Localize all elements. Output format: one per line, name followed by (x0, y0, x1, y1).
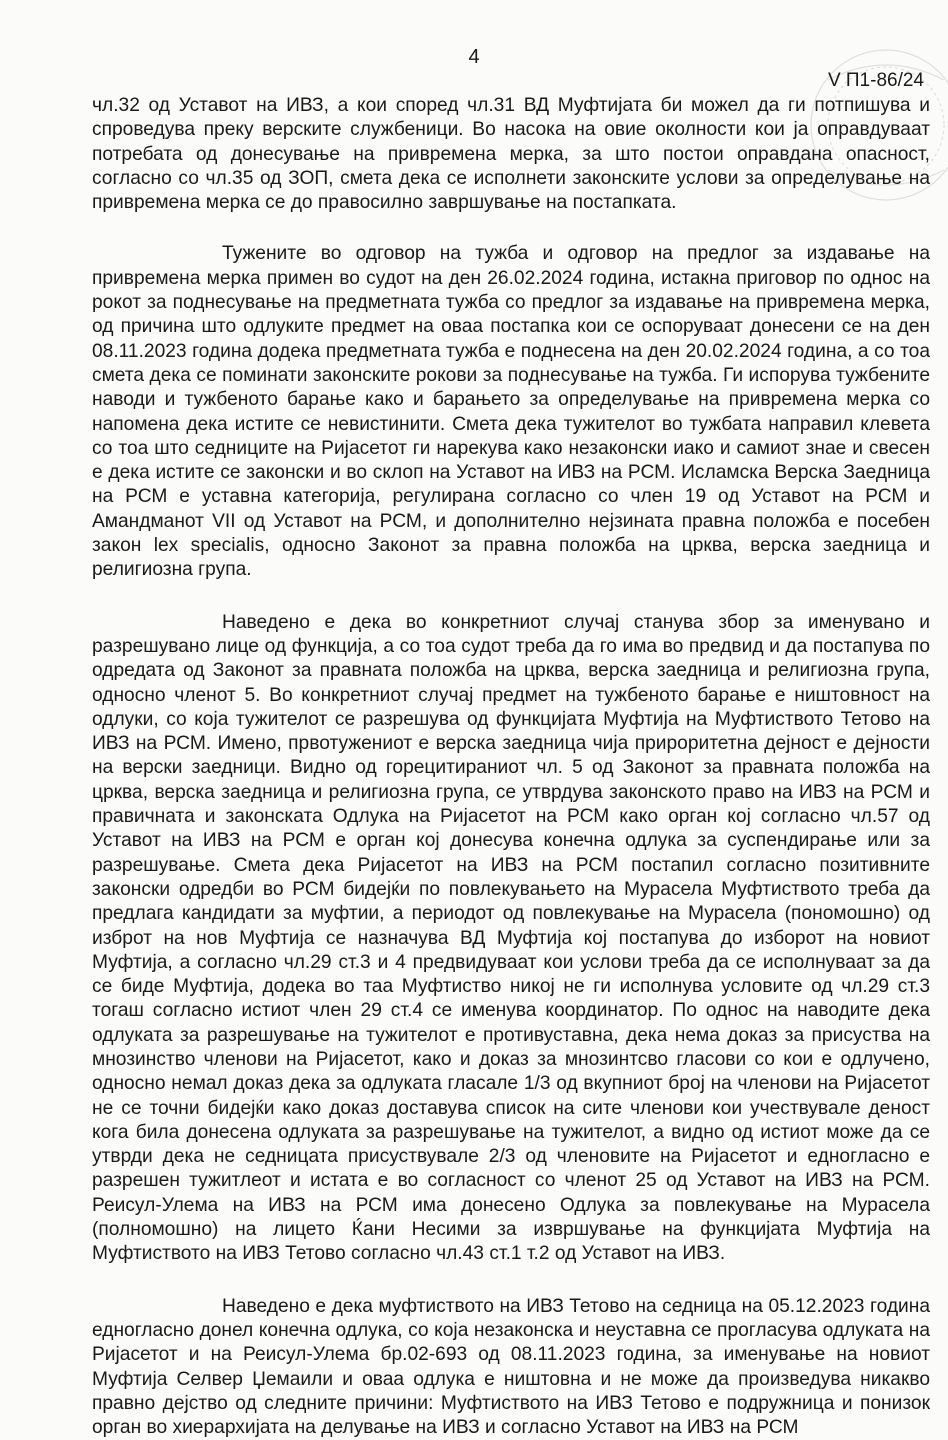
case-number: V П1-86/24 (827, 70, 924, 91)
paragraph-1: чл.32 од Уставот на ИВЗ, а кои според чл.31 ВД Муфтијата би можел да ги потпишува и спроведува преку верските службеници. Во насока на овие околности кои ја оправдуваат потребата од донесување на привремена мерка, за што постои оправдана опасност, согласно со чл.35 од ЗОП, смета дека се исполнети законските услови за определување на привремена мерка се до правосилно завршување на постапката. (92, 95, 930, 214)
paragraph-4: Наведено е дека муфтиството на ИВЗ Тетово на седница на 05.12.2023 година едногласно донел конечна одлука, со која незаконска и неуставна се прогласува одлуката на Ријасетот и на Реисул-Улема бр.02-693 од 08.11.2023 година, за именување на новиот Муфтија Селвер Џемаили и оваа одлука е ништовна и не може да произведува никакво правно дејство од следните причини: Муфтиството на ИВЗ Тетово е подружница и понизок орган во хиерархијата на делување на ИВЗ и согласно Уставот на ИВЗ на РСМ (92, 1295, 930, 1439)
document-body (92, 94, 930, 1440)
page-number: 4 (468, 46, 480, 68)
paragraph-3: Наведено е дека во конкретниот случај станува збор за именувано и разрешувано лице од функција, а со тоа судот треба да го има во предвид и да постапува по одредата од Законот за правната положба на црква, верска заедница и религиозна група, односно членот 5. Во конкретниот случај предмет на тужбеното барање е ништовност на одлуки, со која тужителот се разрешува од функцијата Муфтија на Муфтиството Тетово на ИВЗ на РСМ. Имено, првотужениот е верска заедница чија прирoритетна дејност е дејности на верски заедници. Видно од горецитираниот чл. 5 од Законот за правната положба на црква, верска заедница и религиозна група, се утврдува законското право на ИВЗ на РСМ и правичната и законската Одлука на Ријасетот на РСМ како орган кој согласно чл.57 од Уставот на ИВЗ на РСМ е орган кој донесува конечна одлука за суспендирање или за разрешување. Смета дека Ријасетот на ИВЗ на РСМ постапил согласно позитивните законски одредби во РСМ бидејќи по повлекувањето на Мурасела Муфтиството треба да предлага кандидати за муфтии, а периодот од повлекување на Мурасела (пономошно) од изброт на нов Муфтија се назначува ВД Муфтија кој постапува до изборот на новиот Муфтија, а согласно чл.29 ст.3 и 4 предвидуваат кои услови треба да се исполнуваат за да се биде Муфтија, додека во таа Муфтиство никој не ги исполнува условите од чл.29 ст.3 тогаш согласно истиот член 29 ст.4 се именува координатор. По однос на наводите дека одлуката за разрешување на тужителот е противуставна, дека нема доказ за присуства на мнозинство членови на Ријасетот, како и доказ за мнозинтсво гласови со кои е одлучено, односно немал доказ дека за одлуката гласале 1/3 од вкупниот број на членови на Ријасетот не се точни бидејќи како доказ доставува список на сите членови кои учествувале деност кога била донесена одлуката за разрешување на тужителот, а видно од истиот може да се утврди дека не седницата присуствувале 2/3 од членовите на Ријасетот и едногласно е разрешен тужитлеот и истата е во согласност со членот 25 од Уставот на ИВЗ на РСМ. Реисул-Улема на ИВЗ на РСМ има донесено Одлука за повлекување на Мурасела (полномошно) на лицето Ќани Несими за извршување на функцијата Муфтија на Муфтиството на ИВЗ Тетово согласно чл.43 ст.1 т.2 од Уставот на ИВЗ. (92, 611, 930, 1265)
paragraph-2: Тужените во одговор на тужба и одговор на предлог за издавање на привремена мерка примен во судот на ден 26.02.2024 година, истакна приговор по однос на рокот за поднесување на предметната тужба со предлог за издавање на привремена мерка, од причина што одлуките предмет на оваа постапка кои се оспоруваат донесени се на ден 08.11.2023 година додека предметната тужба е поднесена на ден 20.02.2024 година, а со тоа смета дека се поминати законските рокови за поднесување на тужба. Ги испорува тужбените наводи и тужбеното барање како и барањето за определување на привремена мерка со напомена дека истите се невистинити. Смета дека тужителот во тужбата направил клевета со тоа што седниците на Ријасетот ги нарекува како незаконски иако и самиот знае и свесен е дека истите се законски и во склоп на Уставот на ИВЗ на РСМ. Исламска Верска Заедница на РСМ е уставна категорија, регулирана согласно со член 19 од Уставот на РСМ и Амандманот VII од Уставот на РСМ, и дополнително нејзината правна положба е посебен закон lex specialis, односно Законот за правна положба на црква, верска заедница и религиозна група. (92, 243, 930, 581)
